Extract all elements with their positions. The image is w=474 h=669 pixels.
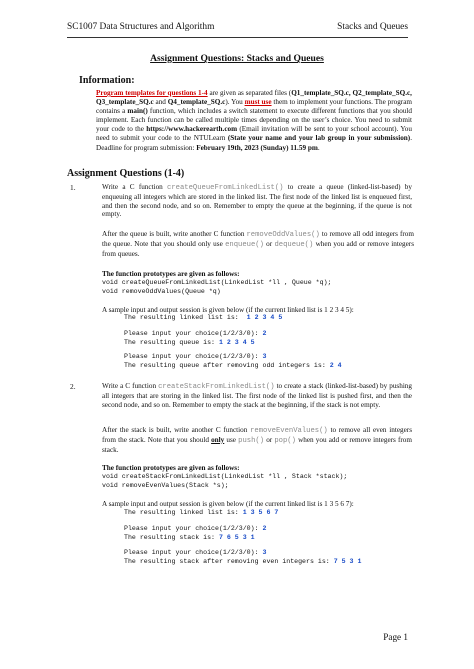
question-1-prototype-heading: The function prototypes are given as follows:	[102, 270, 240, 278]
deadline: February 19th, 2023 (Sunday) 11.59 pm	[196, 143, 318, 152]
question-2-paragraph-1: Write a C function createStackFromLinkedList() to create a stack (linked-list-based) by pushing all integers that are storing in the linked list. The first node of the linked list is pushed first, and then the second node, and so on. Remember to empty the stack at the beginning, if the stack is not empty.	[102, 382, 412, 409]
header-divider	[67, 37, 408, 38]
question-1-paragraph-2: After the queue is built, write another C function removeOddValues() to remove all odd integers from the queue. Note that you should only use enqueue() or dequeue() when you add or remove integers from queues.	[102, 230, 414, 258]
information-paragraph: Program templates for questions 1-4 are given as separated files (Q1_template_SQ.c, Q2_template_SQ.c, Q3_template_SQ.c and Q4_template_SQ.c). You must use them to implement your functions. The program contains a main() function, which includes a switch statement to execute different functions that you should implement. Each function can be called multiple times depending on the user’s choice. You need to submit your code to the https://www.hackerearth.com (Email invitation will be sent to your school account). You need to submit your code to the NTULearn (State your name and your lab group in your submission). Deadline for program submission: February 19th, 2023 (Sunday) 11.59 pm.	[96, 89, 412, 152]
question-2-sample-line-1: The resulting linked list is: 1 3 5 6 7	[124, 509, 279, 516]
header-course: SC1007 Data Structures and Algorithm	[67, 22, 215, 32]
templates-note: Program templates for questions 1-4	[96, 89, 208, 97]
question-1-number: 1.	[70, 183, 76, 192]
question-1-prototype-1: void createQueueFromLinkedList(LinkedList *ll , Queue *q);	[102, 279, 332, 286]
question-2-prototype-2: void removeEvenValues(Stack *s);	[102, 482, 229, 489]
question-2-sample-line-3: The resulting stack is: 7 6 5 3 1	[124, 534, 255, 541]
question-2-sample-line-4: Please input your choice(1/2/3/0): 3	[124, 549, 267, 556]
question-2-sample-line-5: The resulting stack after removing even integers is: 7 5 3 1	[124, 558, 362, 565]
hackerearth-link[interactable]: https://www.hackerearth.com	[146, 125, 238, 134]
question-1-sample-line-5: The resulting queue after removing odd integers is: 2 4	[124, 362, 342, 369]
template-files: Q1_template_SQ.c, Q2_template_SQ.c, Q3_template_SQ.c	[96, 89, 412, 107]
question-1-sample-line-1: The resulting linked list is: 1 2 3 4 5	[124, 314, 283, 321]
page-header	[67, 22, 408, 36]
must-use-note: must use	[244, 98, 272, 107]
question-1-sample-line-3: The resulting queue is: 1 2 3 4 5	[124, 339, 255, 346]
question-1-sample-line-2: Please input your choice(1/2/3/0): 2	[124, 330, 267, 337]
question-2-prototype-1: void createStackFromLinkedList(LinkedList *ll , Stack *stack);	[102, 473, 348, 480]
question-2-prototype-heading: The function prototypes are given as follows:	[102, 464, 240, 472]
question-1-paragraph-1: Write a C function createQueueFromLinkedList() to create a queue (linked-list-based) by enqueuing all integers which are stored in the linked list. The first node of the linked list is enqueued first, and then the second node, and so on. Remember to empty the queue at the beginning, if the queue is not empty.	[102, 183, 412, 219]
document-title: Assignment Questions: Stacks and Queues	[150, 53, 324, 64]
question-1-sample-line-4: Please input your choice(1/2/3/0): 3	[124, 353, 267, 360]
question-2-number: 2.	[70, 382, 76, 391]
questions-heading: Assignment Questions (1-4)	[67, 168, 185, 179]
question-2-sample-line-2: Please input your choice(1/2/3/0): 2	[124, 525, 267, 532]
question-1-prototype-2: void removeOddValues(Queue *q)	[102, 288, 221, 295]
question-2-paragraph-2: After the stack is built, write another C function removeEvenValues() to remove all even integers from the stack. Note that you should only use push() or pop() when you add or remove integers from stack.	[102, 426, 412, 454]
header-topic: Stacks and Queues	[337, 22, 408, 32]
question-2-sample-intro: A sample input and output session is given below (if the current linked list is 1 3 5 6 7):	[102, 500, 354, 508]
page-number: Page 1	[383, 632, 408, 642]
question-1-sample-intro: A sample input and output session is given below (if the current linked list is 1 2 3 4 5):	[102, 306, 354, 314]
information-heading: Information:	[79, 75, 135, 86]
